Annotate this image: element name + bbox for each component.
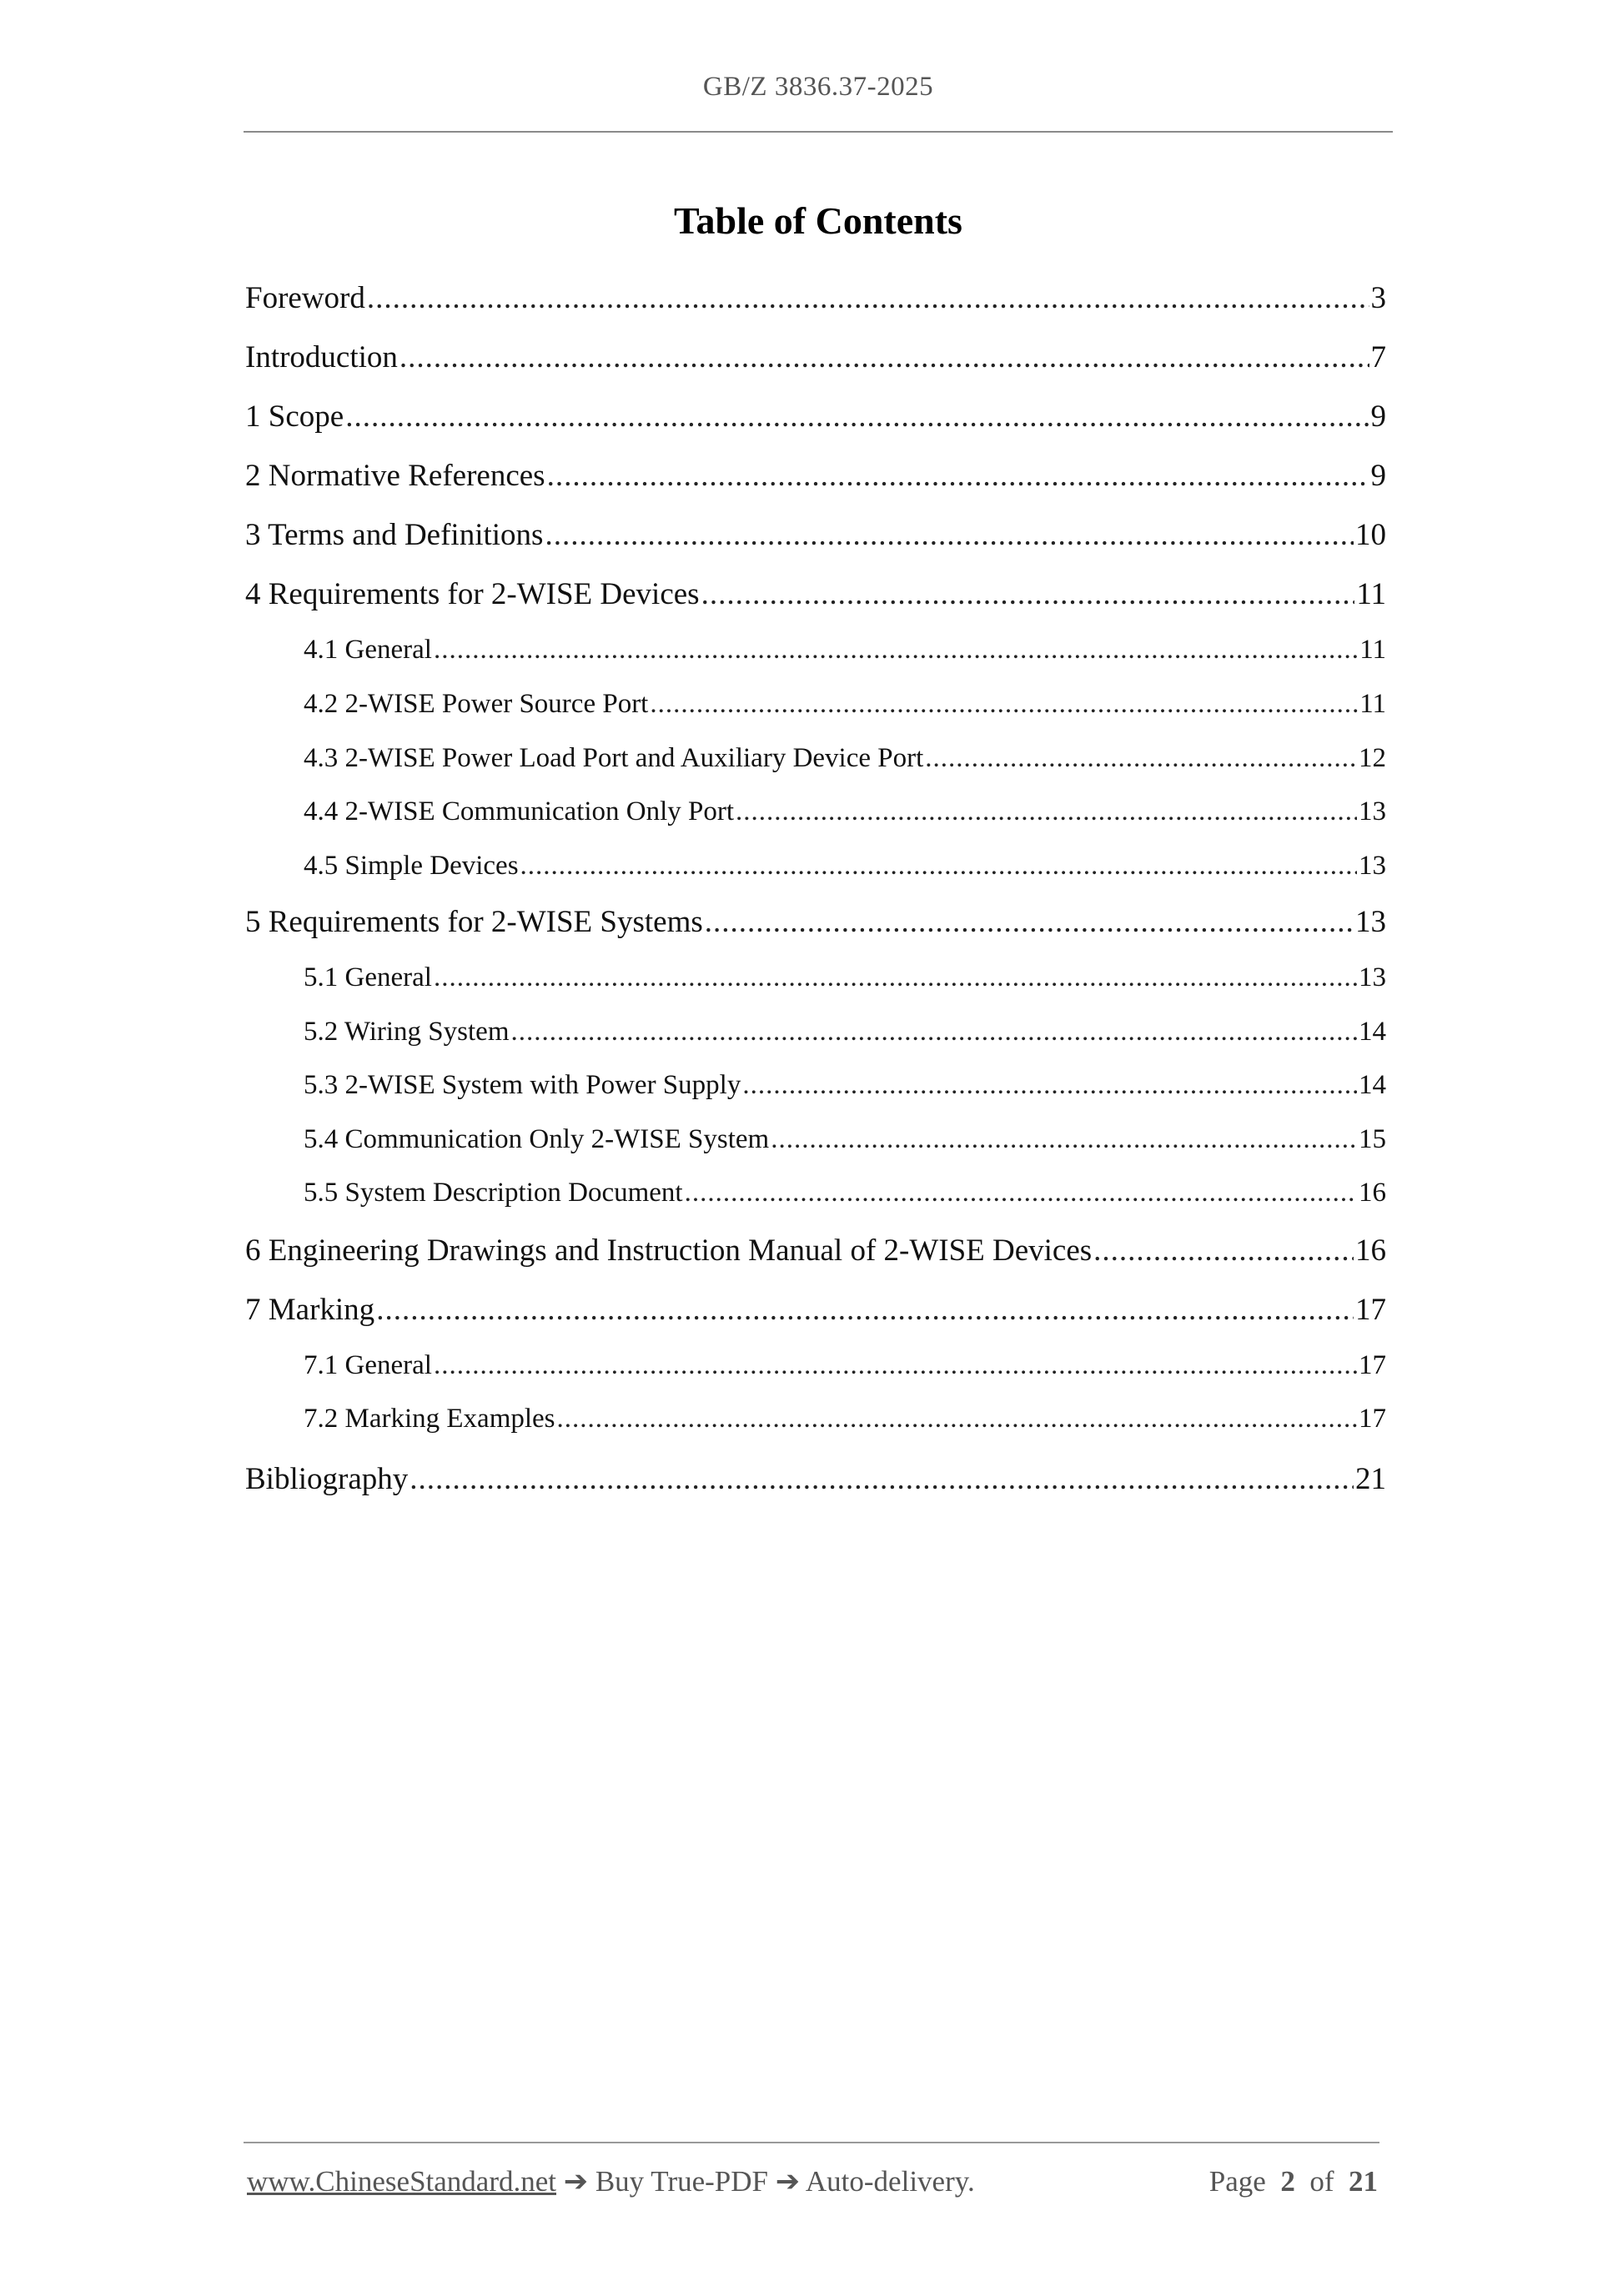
toc-entry-page: 11 — [1356, 577, 1386, 611]
toc-entry-label: 4.1 General — [304, 635, 432, 665]
toc-entry-page: 9 — [1370, 399, 1386, 434]
toc-entry-page: 14 — [1359, 1070, 1386, 1100]
toc-entry[interactable] — [304, 689, 1386, 720]
total-pages: 21 — [1349, 2165, 1378, 2198]
toc-entry-page: 13 — [1359, 851, 1386, 881]
toc-entry-page: 15 — [1359, 1124, 1386, 1154]
toc-entry[interactable] — [304, 743, 1386, 774]
dot-leader — [557, 1404, 1357, 1434]
toc-entry-page: 21 — [1355, 1462, 1386, 1496]
toc-entry[interactable] — [245, 1233, 1386, 1269]
dot-leader — [547, 458, 1369, 494]
toc-entry-label: 4.4 2-WISE Communication Only Port — [304, 796, 735, 826]
toc-entry-label: 2 Normative References — [245, 459, 545, 493]
page-word: Page — [1208, 2165, 1266, 2198]
toc-entry-label: 5.5 System Description Document — [304, 1178, 683, 1208]
dot-leader — [434, 962, 1357, 993]
toc-entry-page: 17 — [1355, 1293, 1386, 1327]
toc-entry[interactable] — [245, 280, 1386, 316]
toc-entry[interactable] — [245, 1461, 1386, 1497]
arrow-right-icon: ➔ — [775, 2165, 801, 2198]
toc-entry[interactable] — [245, 1292, 1386, 1328]
website-link[interactable]: www.ChineseStandard.net — [247, 2165, 556, 2198]
toc-entry[interactable] — [245, 339, 1386, 375]
toc-entry-label: 4.3 2-WISE Power Load Port and Auxiliary Device Port — [304, 743, 924, 773]
dot-leader — [399, 339, 1369, 375]
toc-entry[interactable] — [304, 962, 1386, 993]
arrow-right-icon: ➔ — [563, 2165, 589, 2198]
toc-entry[interactable] — [245, 458, 1386, 494]
toc-entry-label: 4.5 Simple Devices — [304, 851, 519, 881]
toc-entry[interactable] — [245, 904, 1386, 940]
toc-entry-page: 13 — [1359, 796, 1386, 826]
dot-leader — [742, 1070, 1357, 1101]
toc-entry-page: 16 — [1355, 1233, 1386, 1268]
page-number — [1209, 2165, 1378, 2198]
dot-leader — [520, 851, 1357, 882]
dot-leader — [705, 904, 1354, 940]
toc-entry-label: 5 Requirements for 2-WISE Systems — [245, 905, 703, 939]
toc-entry-label: 4 Requirements for 2-WISE Devices — [245, 577, 700, 611]
footer-promo — [247, 2165, 975, 2198]
toc-entry-label: 1 Scope — [245, 399, 344, 434]
dot-leader — [434, 635, 1358, 666]
footer-divider — [244, 2142, 1379, 2143]
toc-entry-label: 5.1 General — [304, 962, 432, 992]
dot-leader — [685, 1178, 1357, 1208]
toc-entry-page: 11 — [1359, 689, 1386, 719]
toc-entry-label: 7 Marking — [245, 1293, 375, 1327]
dot-leader — [345, 399, 1369, 435]
toc-entry-label: 5.3 2-WISE System with Power Supply — [304, 1070, 741, 1100]
dot-leader — [736, 796, 1357, 827]
dot-leader — [701, 576, 1355, 612]
dot-leader — [545, 517, 1354, 553]
toc-entry-page: 7 — [1370, 340, 1386, 374]
toc-entry-page: 11 — [1359, 635, 1386, 665]
dot-leader — [1093, 1233, 1354, 1269]
buy-true-pdf-text: Buy True-PDF — [595, 2165, 768, 2198]
toc-entry-label: 3 Terms and Definitions — [245, 518, 544, 552]
dot-leader — [650, 689, 1358, 720]
toc-entry-page: 16 — [1359, 1178, 1386, 1208]
toc-entry[interactable] — [245, 576, 1386, 612]
toc-entry[interactable] — [304, 796, 1386, 827]
toc-entry-label: 7.2 Marking Examples — [304, 1404, 555, 1434]
toc-entry[interactable] — [304, 1124, 1386, 1155]
toc-title: Table of Contents — [674, 199, 962, 242]
toc-entry[interactable] — [304, 1404, 1386, 1434]
toc-entry-label: 5.2 Wiring System — [304, 1017, 510, 1047]
toc-entry-label: Foreword — [245, 281, 365, 315]
toc-entry[interactable] — [245, 399, 1386, 435]
toc-entry[interactable] — [304, 1070, 1386, 1101]
toc-entry-page: 14 — [1359, 1017, 1386, 1047]
toc-entry-page: 9 — [1370, 459, 1386, 493]
toc-entry-label: Bibliography — [245, 1462, 409, 1496]
toc-entry-page: 13 — [1359, 962, 1386, 992]
dot-leader — [410, 1461, 1354, 1497]
toc-entry-label: 4.2 2-WISE Power Source Port — [304, 689, 649, 719]
toc-entry-page: 17 — [1359, 1404, 1386, 1434]
toc-entry[interactable] — [304, 1350, 1386, 1381]
toc-entry[interactable] — [304, 635, 1386, 666]
auto-delivery-text: Auto-delivery. — [805, 2165, 975, 2198]
toc-entry[interactable] — [304, 851, 1386, 882]
dot-leader — [771, 1124, 1357, 1155]
current-page: 2 — [1280, 2165, 1295, 2198]
toc-entry-page: 10 — [1355, 518, 1386, 552]
toc-entry-label: 7.1 General — [304, 1350, 432, 1380]
toc-entry-label: 6 Engineering Drawings and Instruction Manual of 2-WISE Devices — [245, 1233, 1093, 1268]
toc-entry-page: 3 — [1370, 281, 1386, 315]
dot-leader — [434, 1350, 1357, 1381]
toc-entry-page: 17 — [1359, 1350, 1386, 1380]
toc-entry[interactable] — [304, 1017, 1386, 1048]
document-code-header: GB/Z 3836.37-2025 — [702, 72, 934, 102]
toc-entry-page: 12 — [1359, 743, 1386, 773]
toc-entry[interactable] — [245, 517, 1386, 553]
header-divider — [244, 131, 1393, 133]
dot-leader — [367, 280, 1369, 316]
of-word: of — [1309, 2165, 1334, 2198]
toc-entry-page: 13 — [1355, 905, 1386, 939]
dot-leader — [925, 743, 1357, 774]
dot-leader — [511, 1017, 1358, 1048]
toc-entry-label: 5.4 Communication Only 2-WISE System — [304, 1124, 770, 1154]
toc-entry[interactable] — [304, 1178, 1386, 1208]
toc-entry-label: Introduction — [245, 340, 398, 374]
dot-leader — [376, 1292, 1354, 1328]
